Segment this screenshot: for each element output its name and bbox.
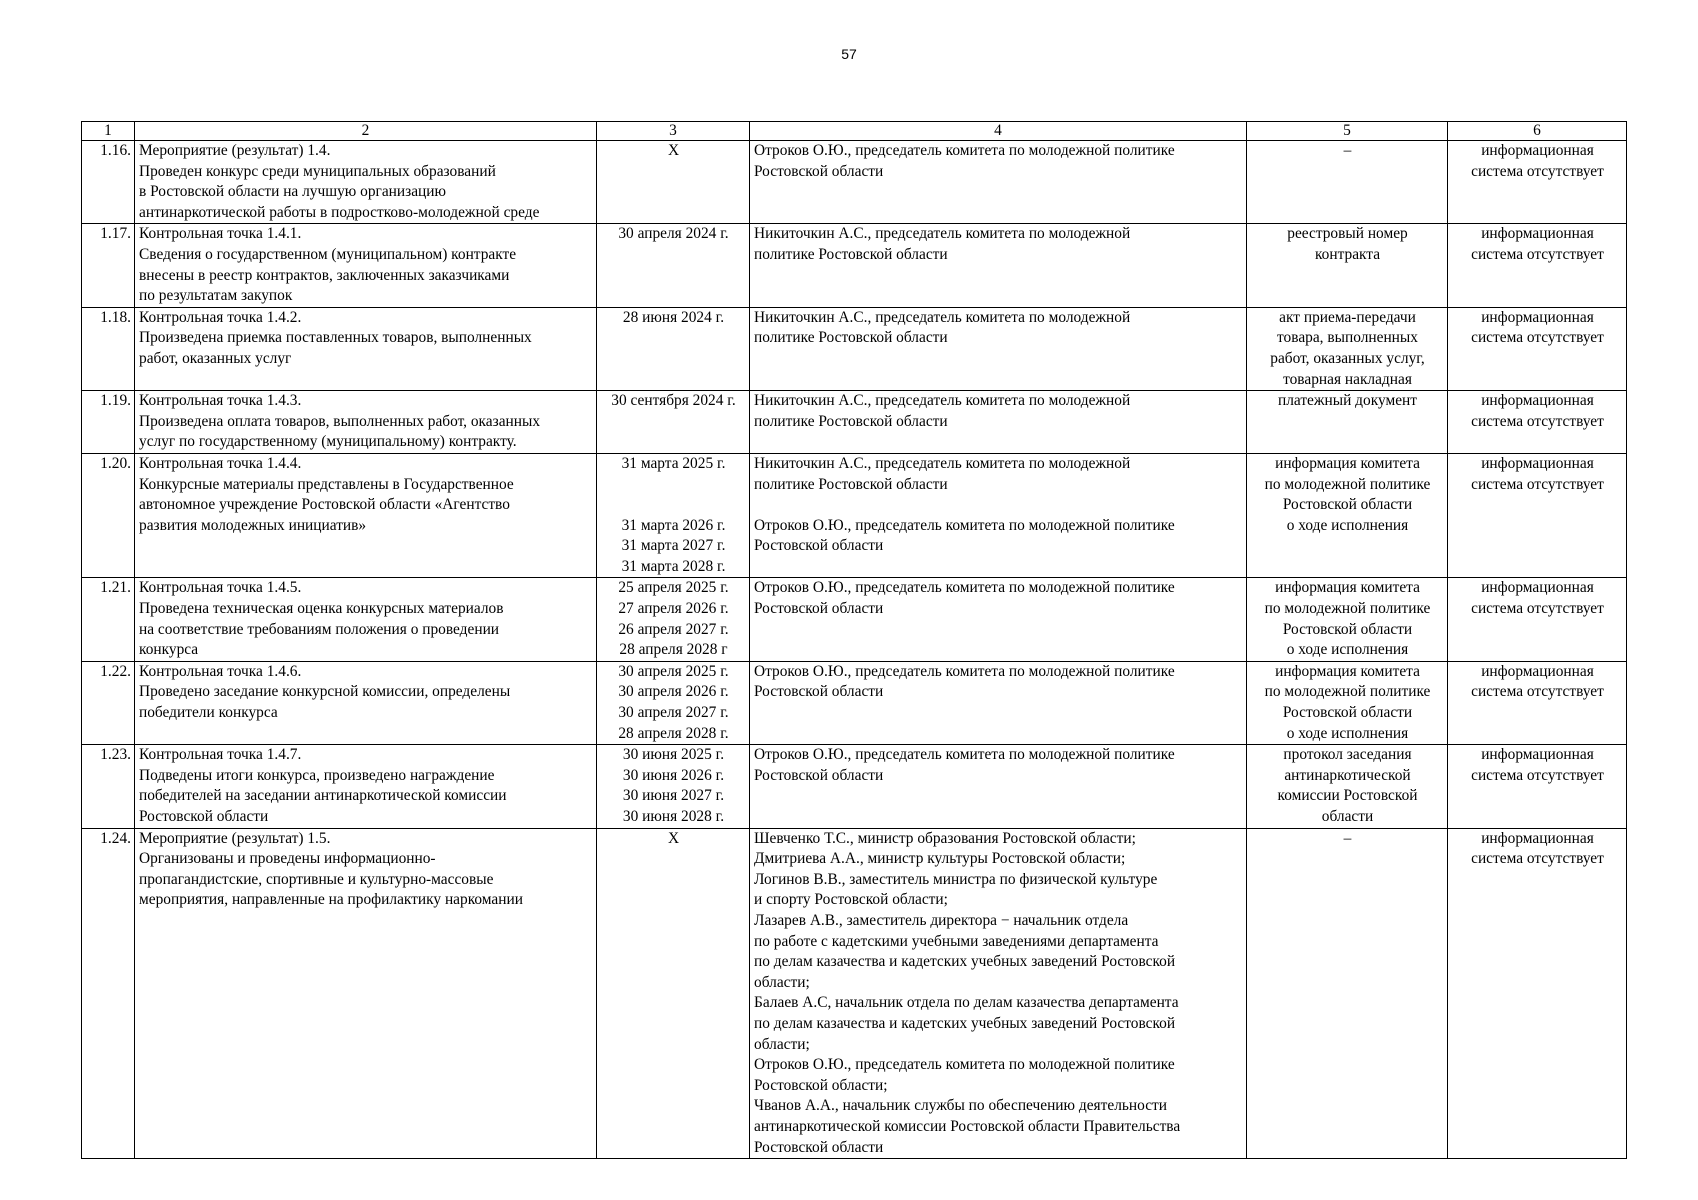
- confirming-document-line: комиссии Ростовской: [1277, 787, 1418, 805]
- information-system-line: информационная: [1481, 142, 1594, 159]
- responsible-person-line: Ростовской области: [754, 162, 884, 180]
- responsible-person-line: политике Ростовской области: [754, 245, 948, 263]
- activity-description-line: услуг по государственному (муниципальному) контракту.: [139, 433, 517, 451]
- column-number: 6: [1448, 122, 1627, 141]
- activity-description-line: антинаркотической работы в подростково-молодежной среде: [139, 203, 540, 221]
- table-row: [82, 661, 1627, 744]
- deadline-line: 30 июня 2027 г.: [622, 787, 725, 805]
- deadline: [597, 307, 750, 390]
- activity-description-line: внесены в реестр контрактов, заключенных заказчиками: [139, 266, 510, 284]
- responsible-person-line: Лазарев А.В., заместитель директора − начальник отдела: [754, 911, 1129, 929]
- responsible-person-line: политике Ростовской области: [754, 329, 948, 347]
- responsible-person-line: Ростовской области: [754, 1138, 884, 1156]
- responsible-person-line: Чванов А.А., начальник службы по обеспечению деятельности: [754, 1097, 1167, 1115]
- activity-description-line: Контрольная точка 1.4.4.: [139, 454, 302, 472]
- confirming-document: [1247, 453, 1448, 578]
- row-number: 1.22.: [82, 661, 135, 744]
- information-system: [1448, 828, 1627, 1159]
- information-system-line: информационная: [1481, 392, 1594, 410]
- activity-description-line: Проведено заседание конкурсной комиссии, определены: [139, 683, 511, 701]
- information-system-line: информационная: [1481, 225, 1594, 243]
- information-system: [1448, 578, 1627, 661]
- responsible-person: [750, 141, 1247, 224]
- responsible-person-line: по работе с кадетскими учебными заведениями департамента: [754, 932, 1159, 950]
- responsible-person: [750, 391, 1247, 454]
- information-system: [1448, 453, 1627, 578]
- information-system: [1448, 307, 1627, 390]
- activity-description-line: Мероприятие (результат) 1.5.: [139, 829, 331, 847]
- responsible-person-line: Отроков О.Ю., председатель комитета по молодежной политике: [754, 579, 1175, 597]
- row-number: 1.19.: [82, 391, 135, 454]
- activity-description-line: Конкурсные материалы представлены в Государственное: [139, 475, 514, 493]
- activity-description-line: по результатам закупок: [139, 287, 293, 305]
- deadline: [597, 391, 750, 454]
- activity-description-line: Произведена приемка поставленных товаров, выполненных: [139, 329, 532, 347]
- confirming-document: [1247, 578, 1448, 661]
- deadline: [597, 661, 750, 744]
- activity-description-line: конкурса: [139, 641, 199, 659]
- responsible-person-line: Отроков О.Ю., председатель комитета по молодежной политике: [754, 746, 1175, 764]
- information-system-line: информационная: [1481, 454, 1594, 472]
- confirming-document: [1247, 661, 1448, 744]
- confirming-document: [1247, 307, 1448, 390]
- responsible-person-line: Ростовской области: [754, 766, 884, 784]
- responsible-person: [750, 578, 1247, 661]
- deadline-line: 28 апреля 2028 г.: [618, 724, 729, 742]
- information-system: [1448, 224, 1627, 307]
- column-number: 1: [82, 122, 135, 141]
- responsible-person-line: Никиточкин А.С., председатель комитета по молодежной: [754, 225, 1131, 243]
- confirming-document-line: информация комитета: [1275, 662, 1420, 680]
- deadline-line: 30 сентября 2024 г.: [611, 392, 736, 410]
- table-row: [82, 745, 1627, 828]
- activity-description-line: Контрольная точка 1.4.3.: [139, 392, 302, 410]
- responsible-person-line: области;: [754, 1035, 810, 1053]
- confirming-document-line: платежный документ: [1277, 392, 1417, 410]
- responsible-person-line: Ростовской области;: [754, 1076, 888, 1094]
- activity-description-line: развития молодежных инициатив»: [139, 516, 367, 534]
- activity-description-line: Подведены итоги конкурса, произведено награждение: [139, 766, 495, 784]
- responsible-person-line: Шевченко Т.С., министр образования Ростовской области;: [754, 829, 1136, 847]
- activity-description-line: Контрольная точка 1.4.5.: [139, 579, 302, 597]
- plan-table: [81, 121, 1627, 1159]
- activity-description-line: Проведена техническая оценка конкурсных материалов: [139, 600, 504, 618]
- activity-description-line: победители конкурса: [139, 704, 278, 722]
- responsible-person-line: Никиточкин А.С., председатель комитета по молодежной: [754, 392, 1131, 410]
- row-number: 1.21.: [82, 578, 135, 661]
- information-system-line: система отсутствует: [1471, 475, 1604, 493]
- column-number: 3: [597, 122, 750, 141]
- confirming-document-line: области: [1321, 808, 1374, 825]
- information-system: [1448, 745, 1627, 828]
- confirming-document-line: акт приема-передачи: [1279, 308, 1416, 326]
- responsible-person: [750, 453, 1247, 578]
- responsible-person-line: по делам казачества и кадетских учебных заведений Ростовской: [754, 1014, 1176, 1032]
- confirming-document: [1247, 391, 1448, 454]
- responsible-person-line: политике Ростовской области: [754, 412, 948, 430]
- information-system-line: система отсутствует: [1471, 683, 1604, 701]
- activity-description-line: Контрольная точка 1.4.1.: [139, 225, 302, 243]
- responsible-person-line: Балаев А.С, начальник отдела по делам казачества департамента: [754, 994, 1179, 1012]
- confirming-document-line: о ходе исполнения: [1286, 724, 1409, 742]
- confirming-document-line: о ходе исполнения: [1286, 516, 1409, 534]
- activity-description: [135, 661, 597, 744]
- table-row: [82, 578, 1627, 661]
- activity-description-line: работ, оказанных услуг: [139, 349, 292, 367]
- responsible-person-line: Никиточкин А.С., председатель комитета по молодежной: [754, 308, 1131, 326]
- activity-description-line: победителей на заседании антинаркотической комиссии: [139, 787, 507, 805]
- deadline-line: 30 июня 2026 г.: [622, 766, 725, 784]
- responsible-person-line: Логинов В.В., заместитель министра по физической культуре: [754, 870, 1158, 888]
- deadline-line: 30 апреля 2024 г.: [618, 225, 729, 243]
- confirming-document: [1247, 828, 1448, 1159]
- information-system-line: информационная: [1481, 308, 1594, 326]
- responsible-person-line: Отроков О.Ю., председатель комитета по молодежной политике: [754, 1056, 1175, 1074]
- confirming-document-line: информация комитета: [1275, 454, 1420, 472]
- activity-description: [135, 307, 597, 390]
- activity-description: [135, 578, 597, 661]
- deadline-line: 31 марта 2027 г.: [621, 537, 726, 555]
- information-system-line: система отсутствует: [1471, 162, 1604, 180]
- table-row: [82, 141, 1627, 224]
- table-row: [82, 828, 1627, 1159]
- row-number: 1.16.: [82, 141, 135, 224]
- information-system-line: информационная: [1481, 579, 1594, 597]
- information-system-line: информационная: [1481, 829, 1594, 847]
- deadline-line: [601, 475, 746, 496]
- deadline-line: 31 марта 2028 г.: [621, 557, 726, 575]
- responsible-person-line: антинаркотической комиссии Ростовской области Правительства: [754, 1117, 1181, 1135]
- confirming-document-line: по молодежной политике: [1264, 600, 1431, 618]
- information-system-line: система отсутствует: [1471, 245, 1604, 263]
- responsible-person-line: и спорту Ростовской области;: [754, 891, 948, 909]
- responsible-person: [750, 828, 1247, 1159]
- information-system-line: информационная: [1481, 746, 1594, 764]
- information-system: [1448, 391, 1627, 454]
- deadline: [597, 224, 750, 307]
- table-row: [82, 224, 1627, 307]
- activity-description-line: в Ростовской области на лучшую организацию: [139, 183, 447, 201]
- activity-description: [135, 141, 597, 224]
- activity-description-line: Контрольная точка 1.4.7.: [139, 746, 302, 764]
- confirming-document-line: контракта: [1314, 245, 1381, 263]
- confirming-document: [1247, 141, 1448, 224]
- deadline-line: 31 марта 2025 г.: [621, 454, 726, 472]
- row-number: 1.17.: [82, 224, 135, 307]
- deadline-line: 30 апреля 2026 г.: [618, 683, 729, 701]
- activity-description-line: Ростовской области: [139, 808, 269, 825]
- row-number: 1.18.: [82, 307, 135, 390]
- activity-description: [135, 391, 597, 454]
- confirming-document-line: реестровый номер: [1287, 225, 1408, 243]
- confirming-document-line: Ростовской области: [1282, 496, 1413, 514]
- activity-description-line: мероприятия, направленные на профилактику наркомании: [139, 891, 523, 909]
- activity-description-line: Контрольная точка 1.4.2.: [139, 308, 302, 326]
- confirming-document-line: товара, выполненных: [1277, 329, 1418, 347]
- deadline: [597, 578, 750, 661]
- deadline: [597, 745, 750, 828]
- information-system: [1448, 141, 1627, 224]
- confirming-document-line: –: [1343, 829, 1352, 847]
- column-number: 2: [135, 122, 597, 141]
- deadline: [597, 141, 750, 224]
- confirming-document-line: протокол заседания: [1283, 746, 1412, 764]
- responsible-person-line: Никиточкин А.С., председатель комитета по молодежной: [754, 454, 1131, 472]
- deadline-line: 30 июня 2025 г.: [622, 746, 725, 764]
- confirming-document-line: Ростовской области: [1282, 620, 1413, 638]
- activity-description-line: Организованы и проведены информационно-: [139, 850, 436, 868]
- activity-description-line: Мероприятие (результат) 1.4.: [139, 142, 331, 159]
- deadline: [597, 453, 750, 578]
- table-row: [82, 453, 1627, 578]
- responsible-person-line: Ростовской области: [754, 600, 884, 618]
- information-system-line: система отсутствует: [1471, 850, 1604, 868]
- deadline-line: 27 апреля 2026 г.: [618, 600, 729, 618]
- column-number: 5: [1247, 122, 1448, 141]
- table-row: [82, 391, 1627, 454]
- deadline-line: [601, 495, 746, 516]
- responsible-person-line: политике Ростовской области: [754, 475, 948, 493]
- responsible-person: [750, 307, 1247, 390]
- confirming-document-line: по молодежной политике: [1264, 475, 1431, 493]
- column-number: 4: [750, 122, 1247, 141]
- table-row: [82, 307, 1627, 390]
- responsible-person: [750, 745, 1247, 828]
- information-system-line: информационная: [1481, 662, 1594, 680]
- confirming-document: [1247, 224, 1448, 307]
- confirming-document-line: работ, оказанных услуг,: [1270, 349, 1425, 367]
- page-number: 57: [841, 46, 857, 62]
- deadline-line: 31 марта 2026 г.: [621, 516, 726, 534]
- deadline-line: 30 апреля 2027 г.: [618, 704, 729, 722]
- row-number: 1.20.: [82, 453, 135, 578]
- deadline-line: 25 апреля 2025 г.: [618, 579, 729, 597]
- confirming-document-line: информация комитета: [1275, 579, 1420, 597]
- confirming-document-line: о ходе исполнения: [1286, 641, 1409, 659]
- activity-description-line: пропагандистские, спортивные и культурно-массовые: [139, 870, 494, 888]
- information-system-line: система отсутствует: [1471, 412, 1604, 430]
- deadline-line: X: [667, 829, 680, 847]
- responsible-person-line: Дмитриева А.А., министр культуры Ростовской области;: [754, 850, 1126, 868]
- deadline: [597, 828, 750, 1159]
- responsible-person: [750, 661, 1247, 744]
- responsible-person-line: [754, 495, 1243, 516]
- responsible-person-line: Отроков О.Ю., председатель комитета по молодежной политике: [754, 142, 1175, 159]
- deadline-line: 28 июня 2024 г.: [622, 308, 725, 326]
- responsible-person-line: Ростовской области: [754, 537, 884, 555]
- information-system-line: система отсутствует: [1471, 600, 1604, 618]
- activity-description-line: Контрольная точка 1.4.6.: [139, 662, 302, 680]
- confirming-document-line: товарная накладная: [1283, 370, 1412, 388]
- activity-description-line: автономное учреждение Ростовской области «Агентство: [139, 496, 510, 514]
- confirming-document-line: по молодежной политике: [1264, 683, 1431, 701]
- confirming-document-line: –: [1343, 142, 1352, 159]
- responsible-person-line: Отроков О.Ю., председатель комитета по молодежной политике: [754, 662, 1175, 680]
- activity-description: [135, 224, 597, 307]
- deadline-line: X: [667, 142, 680, 159]
- confirming-document-line: антинаркотической: [1284, 766, 1411, 784]
- row-number: 1.23.: [82, 745, 135, 828]
- confirming-document-line: Ростовской области: [1282, 704, 1413, 722]
- activity-description-line: Произведена оплата товаров, выполненных работ, оказанных: [139, 412, 541, 430]
- activity-description-line: Сведения о государственном (муниципальном) контракте: [139, 245, 517, 263]
- deadline-line: 30 июня 2028 г.: [622, 808, 725, 825]
- responsible-person-line: Ростовской области: [754, 683, 884, 701]
- row-number: 1.24.: [82, 828, 135, 1159]
- column-number-row: [82, 122, 1627, 141]
- information-system-line: система отсутствует: [1471, 329, 1604, 347]
- deadline-line: 30 апреля 2025 г.: [618, 662, 729, 680]
- deadline-line: 28 апреля 2028 г: [619, 641, 728, 659]
- responsible-person-line: по делам казачества и кадетских учебных заведений Ростовской: [754, 953, 1176, 971]
- information-system: [1448, 661, 1627, 744]
- activity-description-line: Проведен конкурс среди муниципальных образований: [139, 162, 496, 180]
- activity-description: [135, 745, 597, 828]
- activity-description: [135, 828, 597, 1159]
- responsible-person-line: области;: [754, 973, 810, 991]
- information-system-line: система отсутствует: [1471, 766, 1604, 784]
- activity-description-line: на соответствие требованиям положения о проведении: [139, 620, 500, 638]
- responsible-person: [750, 224, 1247, 307]
- activity-description: [135, 453, 597, 578]
- confirming-document: [1247, 745, 1448, 828]
- responsible-person-line: Отроков О.Ю., председатель комитета по молодежной политике: [754, 516, 1175, 534]
- deadline-line: 26 апреля 2027 г.: [618, 620, 729, 638]
